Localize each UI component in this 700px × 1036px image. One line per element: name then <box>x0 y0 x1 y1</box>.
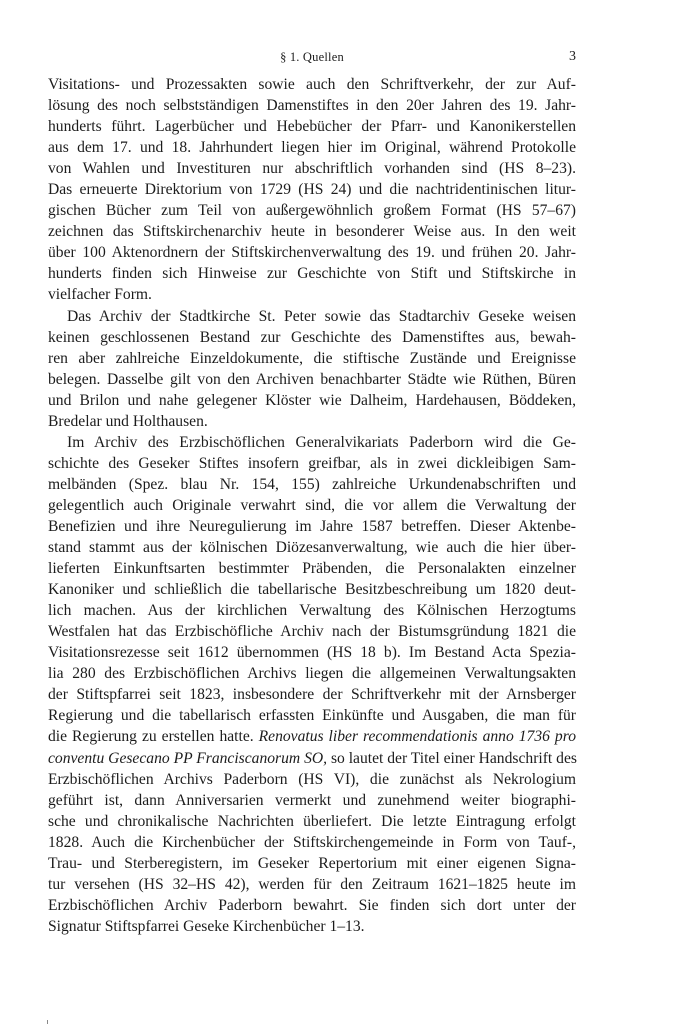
text-line: melbänden (Spez. blau Nr. 154, 155) zahlreiche Urkundenabschriften und <box>48 475 576 493</box>
text-line: über 100 Aktenordnern der Stiftskirchenverwaltung des 19. und frühen 20. Jahr- <box>48 244 576 262</box>
text-line: Erzbischöflichen Archivs Paderborn (HS VI), die zunächst als Nekrologium <box>48 770 576 788</box>
text-line: vielfacher Form. <box>48 286 152 304</box>
text-line: lösung des noch selbstständigen Damenstiftes in den 20er Jahren des 19. Jahr- <box>48 97 576 115</box>
text-segment: so lautet der Titel einer Handschrift des <box>327 749 577 767</box>
text-line: belegen. Dasselbe gilt von den Archiven benachbarter Städte wie Rüthen, Büren <box>48 370 576 388</box>
text-line: zeichnen das Stiftskirchenarchiv heute in besonderer Weise aus. In den weit <box>48 223 576 241</box>
text-line: Signatur Stiftspfarrei Geseke Kirchenbücher 1–13. <box>48 917 365 935</box>
text-line: von Wahlen und Investituren nur abschriftlich vorhanden sind (HS 8–23). <box>48 160 576 178</box>
running-head: § 1. Quellen <box>280 50 344 64</box>
text-line: keinen geschlossenen Bestand zur Geschichte des Damenstiftes aus, bewah- <box>48 328 576 346</box>
text-line: Westfalen hat das Erzbischöfliche Archiv nach der Bistumsgründung 1821 die <box>48 623 576 641</box>
text-line: schichte des Geseker Stiftes insofern greifbar, als in zwei dickleibigen Sam- <box>48 454 576 472</box>
paragraph-2 <box>48 306 576 432</box>
text-line: lieferten Einkunftsarten bestimmter Präbenden, die Personalakten einzelner <box>48 560 576 578</box>
text-line: Regierung und die tabellarisch erfassten Einkünfte und Ausgaben, die man für <box>48 707 576 725</box>
page-header <box>48 50 576 70</box>
paragraph-3 <box>48 432 576 937</box>
text-line: hunderts finden sich Hinweise zur Geschichte von Stift und Stiftskirche in <box>48 265 576 283</box>
text-line: ren aber zahlreiche Einzeldokumente, die stiftische Zustände und Ereignisse <box>48 349 576 367</box>
text-line: der Stiftspfarrei seit 1823, insbesondere der Schriftverkehr mit der Arnsberger <box>48 686 576 704</box>
text-line: Erzbischöflichen Archiv Paderborn bewahrt. Sie finden sich dort unter der <box>48 896 576 914</box>
text-line: Visitationsrezesse seit 1612 übernommen (HS 18 b). Im Bestand Acta Spezia- <box>48 644 576 662</box>
text-line: Im Archiv des Erzbischöflichen Generalvikariats Paderborn wird die Ge- <box>67 433 576 451</box>
text-line: Das erneuerte Direktorium von 1729 (HS 24) und die nachtridentinischen litur- <box>48 181 576 199</box>
text-line: und Brilon und nahe gelegener Klöster wie Dalheim, Hardehausen, Böddeken, <box>48 391 576 409</box>
text-line: aus dem 17. und 18. Jahrhundert liegen hier im Original, während Protokolle <box>48 139 576 157</box>
text-line: Benefizien und ihre Neuregulierung im Jahre 1587 betreffen. Dieser Aktenbe- <box>48 517 576 535</box>
body-text <box>48 74 576 937</box>
text-line: hunderts führt. Lagerbücher und Hebebücher der Pfarr- und Kanonikerstellen <box>48 118 576 136</box>
italic-title-part-2: conventu Gesecano PP Franciscanorum SO, <box>48 749 328 767</box>
text-line: Kanoniker und schließlich die tabellarische Besitzbeschreibung um 1820 deut- <box>48 581 576 599</box>
text-line: gelegentlich auch Originale verwahrt sind, die vor allem die Verwaltung der <box>48 496 576 514</box>
margin-mark <box>47 1020 48 1024</box>
text-line: Trau- und Sterberegistern, im Geseker Repertorium mit einer eigenen Signa- <box>48 854 576 872</box>
text-line: sche und chronikalische Nachrichten überliefert. Die letzte Eintragung erfolgt <box>48 812 576 830</box>
italic-title-part-1: Renovatus liber recommendationis anno 1736 pro <box>258 728 576 746</box>
text-line: 1828. Auch die Kirchenbücher der Stiftskirchengemeinde in Form von Tauf-, <box>48 833 576 851</box>
text-line: geführt ist, dann Anniversarien vermerkt und zunehmend weiter biographi- <box>48 791 576 809</box>
text-line: stand stammt aus der kölnischen Diözesanverwaltung, wie auch die hier über- <box>48 539 576 557</box>
text-line-with-title <box>48 748 576 769</box>
text-line: gischen Bücher zum Teil von außergewöhnlich großem Format (HS 57–67) <box>48 202 576 220</box>
page-number: 3 <box>569 49 576 64</box>
text-segment: die Regierung zu erstellen hatte. <box>48 728 259 746</box>
text-line: Das Archiv der Stadtkirche St. Peter sowie das Stadtarchiv Geseke weisen <box>67 307 576 325</box>
paragraph-1 <box>48 74 576 306</box>
text-line: Bredelar und Holthausen. <box>48 412 208 430</box>
text-line: lich machen. Aus der kirchlichen Verwaltung des Kölnischen Herzogtums <box>48 602 576 620</box>
text-line: Visitations- und Prozessakten sowie auch den Schriftverkehr, der zur Auf- <box>48 76 576 93</box>
text-line: tur versehen (HS 32–HS 42), werden für den Zeitraum 1621–1825 heute im <box>48 875 576 893</box>
text-line-with-title <box>48 726 576 747</box>
text-line: lia 280 des Erzbischöflichen Archivs liegen die allgemeinen Verwaltungsakten <box>48 665 576 683</box>
